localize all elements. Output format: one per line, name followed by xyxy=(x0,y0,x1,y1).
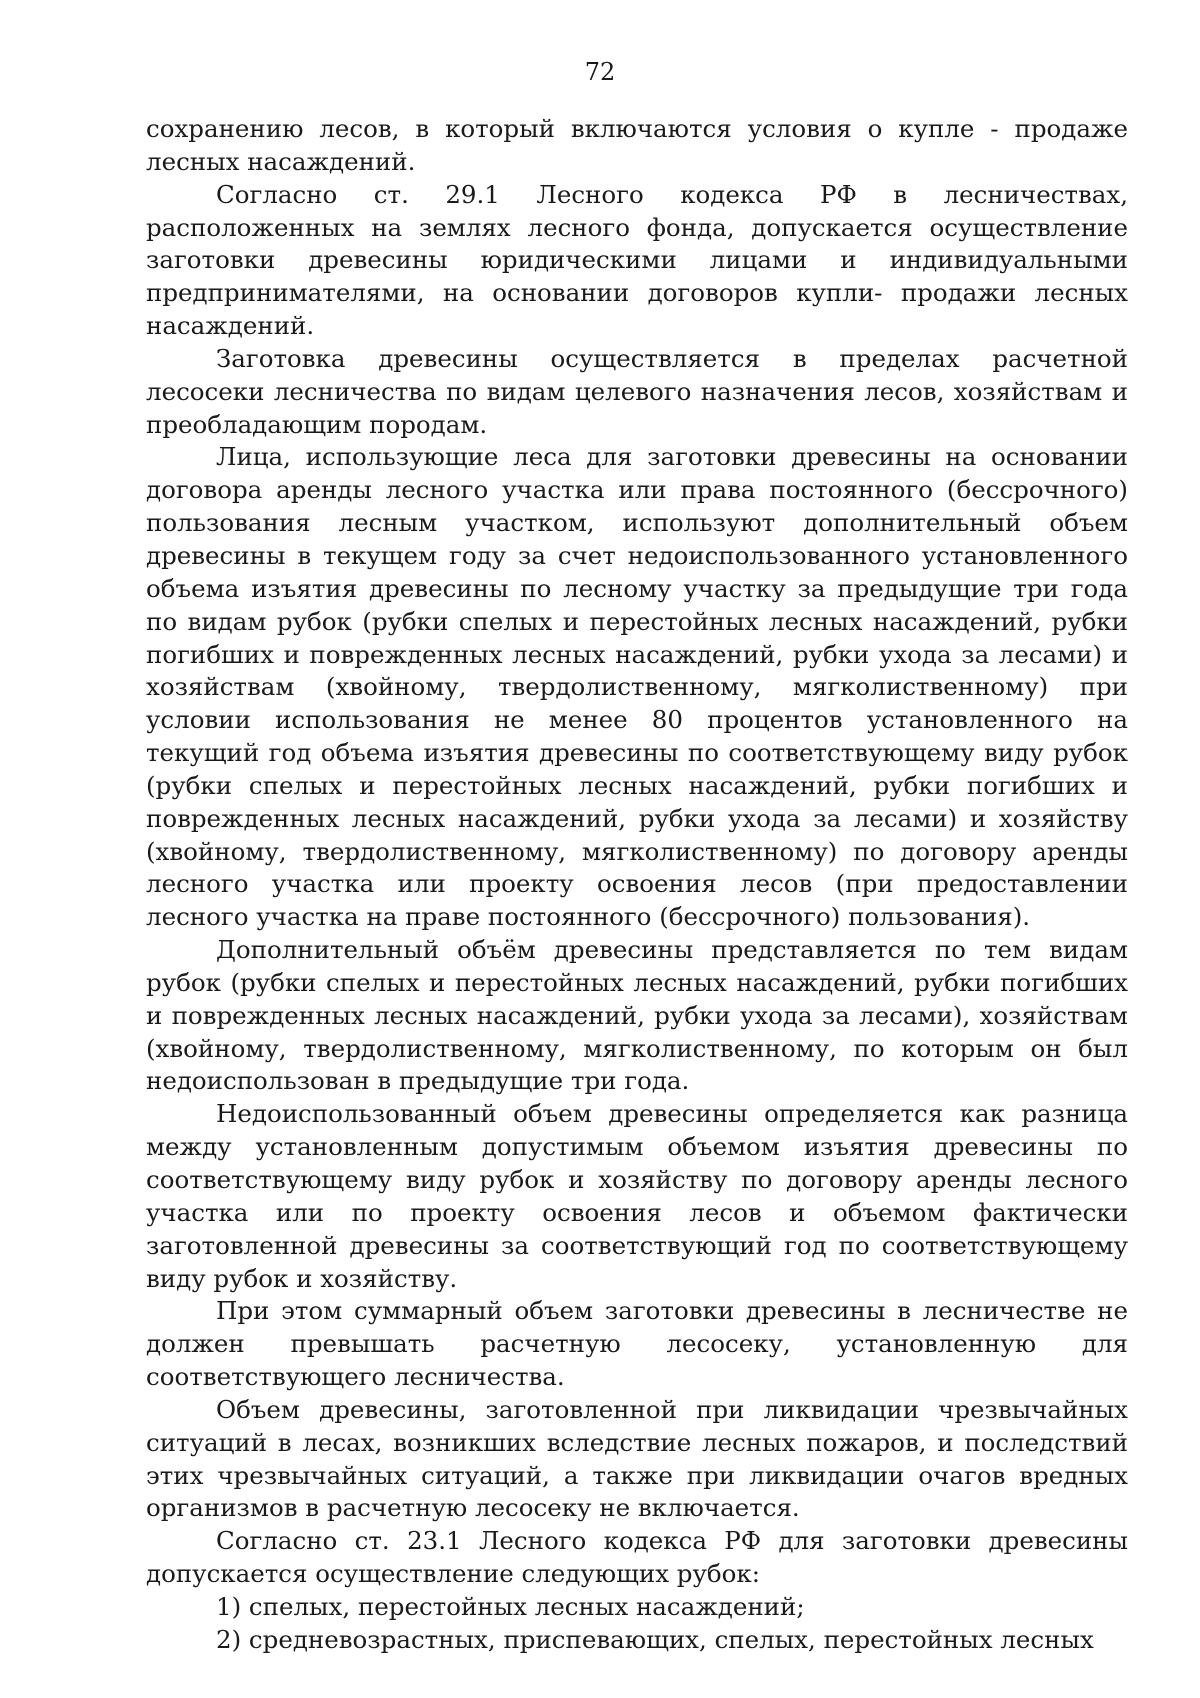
paragraph-article-23-1: Согласно ст. 23.1 Лесного кодекса РФ для заготовки древесины допускается осуществление следующих рубок: xyxy=(146,1526,1128,1589)
paragraph-total-volume: При этом суммарный объем заготовки древесины в лесничестве не должен превышать расчетную лесосеку, установленную для соответствующего лесничества. xyxy=(146,1296,1128,1392)
list-item-1: 1) спелых, перестойных лесных насаждений; xyxy=(216,1591,805,1621)
paragraph-emergency-volume: Объем древесины, заготовленной при ликвидации чрезвычайных ситуаций в лесах, возникших вследствие лесных пожаров, и последствий этих чрезвычайных ситуаций, а также при ликвидации очагов вредных организмов в расчетную лесосеку не включается. xyxy=(146,1394,1128,1523)
list-item-2: 2) средневозрастных, приспевающих, спелых, перестойных лесных xyxy=(216,1624,1094,1654)
paragraph-unused-volume: Недоиспользованный объем древесины определяется как разница между установленным допустимым объемом изъятия древесины по соответствующему виду рубок и хозяйству по договору аренды лесного участка или по проекту освоения лесов и объемом фактически заготовленной древесины за соответствующий год по соответствующему виду рубок и хозяйству. xyxy=(146,1099,1128,1293)
paragraph-harvest-limits: Заготовка древесины осуществляется в пределах расчетной лесосеки лесничества по видам целевого назначения лесов, хозяйствам и преобладающим породам. xyxy=(146,343,1128,439)
paragraph-lease-users: Лица, использующие леса для заготовки древесины на основании договора аренды лесного участка или права постоянного (бессрочного) пользования лесным участком, используют дополнительный объем древесины в текущем году за счет недоиспользованного установленного объема изъятия древесины по лесному участку за предыдущие три года по видам рубок (рубки спелых и перестойных лесных насаждений, рубки погибших и поврежденных лесных насаждений, рубки ухода за лесами) и хозяйствам (хвойному, твердолиственному, мягколиственному) при условии использования не менее 80 процентов установленного на текущий год объема изъятия древесины по соответствующему виду рубок (рубки спелых и перестойных лесных насаждений, рубки погибших и поврежденных лесных насаждений, рубки ухода за лесами) и хозяйству (хвойному, твердолиственному, мягколиственному) по договору аренды лесного участка или проекту освоения лесов (при предоставлении лесного участка на праве постоянного (бессрочного) пользования). xyxy=(146,442,1128,932)
paragraph-article-29-1: Согласно ст. 29.1 Лесного кодекса РФ в лесничествах, расположенных на землях лесного фонда, допускается осуществление заготовки древесины юридическими лицами и индивидуальными предпринимателями, на основании договоров купли- продажи лесных насаждений. xyxy=(146,179,1128,341)
body-text xyxy=(146,113,1128,1657)
paragraph-continuation: сохранению лесов, в который включаются условия о купле - продаже лесных насаждений. xyxy=(146,114,1128,176)
page-number: 72 xyxy=(584,58,616,86)
paragraph-additional-volume: Дополнительный объём древесины представляется по тем видам рубок (рубки спелых и перестойных лесных насаждений, рубки погибших и поврежденных лесных насаждений, рубки ухода за лесами), хозяйствам (хвойному, твердолиственному, мягколиственному, по которым он был недоиспользован в предыдущие три года. xyxy=(146,935,1128,1096)
